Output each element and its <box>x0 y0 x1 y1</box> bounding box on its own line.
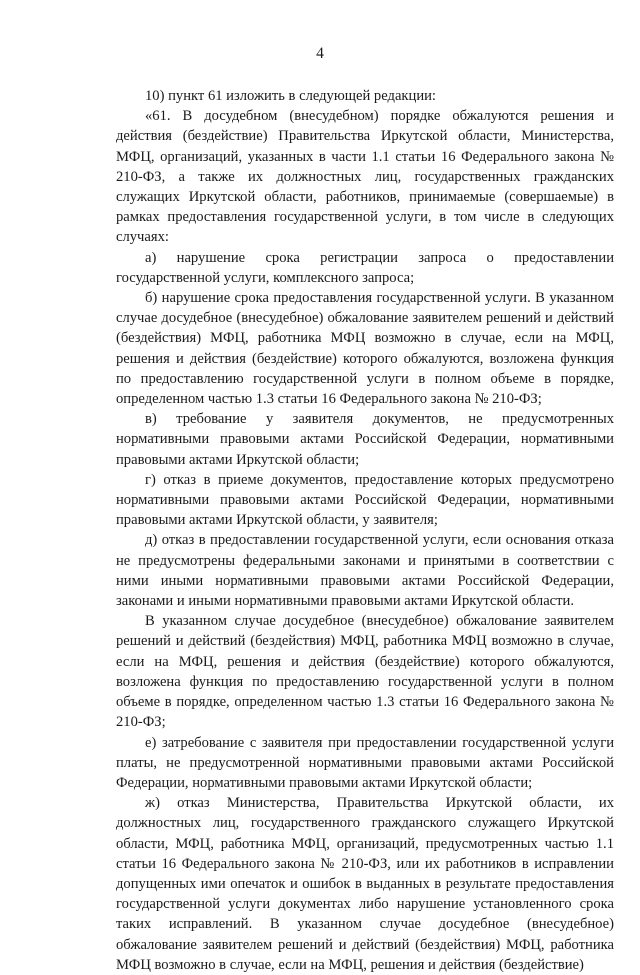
paragraph-subitem-b: б) нарушение срока предоставления государственной услуги. В указанном случае досудебное (внесудебное) обжалование заявителем решений и действий (бездействия) МФЦ, работника МФЦ возможно в случае, если на МФЦ, решения и действия (бездействие) которого обжалуются, возложена функция по предоставлению государственной услуги в полном объеме в порядке, определенном частью 1.3 статьи 16 Федерального закона № 210-ФЗ; <box>116 290 614 408</box>
paragraph-subitem-v: в) требование у заявителя документов, не предусмотренных нормативными правовыми актами Российской Федерации, нормативными правовыми актами Иркутской области; <box>116 411 614 468</box>
paragraph-intro: 10) пункт 61 изложить в следующей редакции: <box>145 88 436 104</box>
paragraph-subitem-a: а) нарушение срока регистрации запроса о предоставлении государственной услуги, комплексного запроса; <box>116 249 614 286</box>
page-number: 4 <box>316 45 324 62</box>
document-body <box>116 86 614 975</box>
paragraph-subitem-g: г) отказ в приеме документов, предоставление которых предусмотрено нормативными правовыми актами Российской Федерации, нормативными правовыми актами Иркутской области, у заявителя; <box>116 471 614 529</box>
paragraph-mfc-note: В указанном случае досудебное (внесудебное) обжалование заявителем решений и действий (бездействия) МФЦ, работника МФЦ возможно в случае, если на МФЦ, решения и действия (бездействие) которого обжалуются, возложена функция по предоставлению государственной услуги в полном объеме в порядке, определенном частью 1.3 статьи 16 Федерального закона № 210-ФЗ; <box>116 613 614 731</box>
paragraph-subitem-zh: ж) отказ Министерства, Правительства Иркутской области, их должностных лиц, государственного гражданского служащего Иркутской области, МФЦ, работника МФЦ, организаций, предусмотренных частью 1.1 статьи 16 Федерального закона № 210-ФЗ, или их работников в исправлении допущенных ими опечаток и ошибок в выданных в результате предоставления государственной услуги документах либо нарушение установленного срока таких исправлений. В указанном случае досудебное (внесудебное) обжалование заявителем решений и действий (бездействия) МФЦ, работника МФЦ возможно в случае, если на МФЦ, решения и действия (бездействие) <box>116 795 614 973</box>
paragraph-subitem-e: е) затребование с заявителя при предоставлении государственной услуги платы, не предусмотренной нормативными правовыми актами Российской Федерации, нормативными правовыми актами Иркутской области; <box>116 734 614 791</box>
paragraph-subitem-d: д) отказ в предоставлении государственной услуги, если основания отказа не предусмотрены федеральными законами и принятыми в соответствии с ними иными нормативными правовыми актами Российской Федерации, законами и иными нормативными правовыми актами Иркутской области. <box>116 532 614 610</box>
paragraph-item-61: «61. В досудебном (внесудебном) порядке обжалуются решения и действия (бездействие) Правительства Иркутской области, Министерства, МФЦ, организаций, указанных в части 1.1 статьи 16 Федерального закона № 210-ФЗ, а также их должностных лиц, государственных гражданских служащих Иркутской области, работников, принимаемые (совершаемые) в рамках предоставления государственной услуги, в том числе в следующих случаях: <box>116 108 614 246</box>
